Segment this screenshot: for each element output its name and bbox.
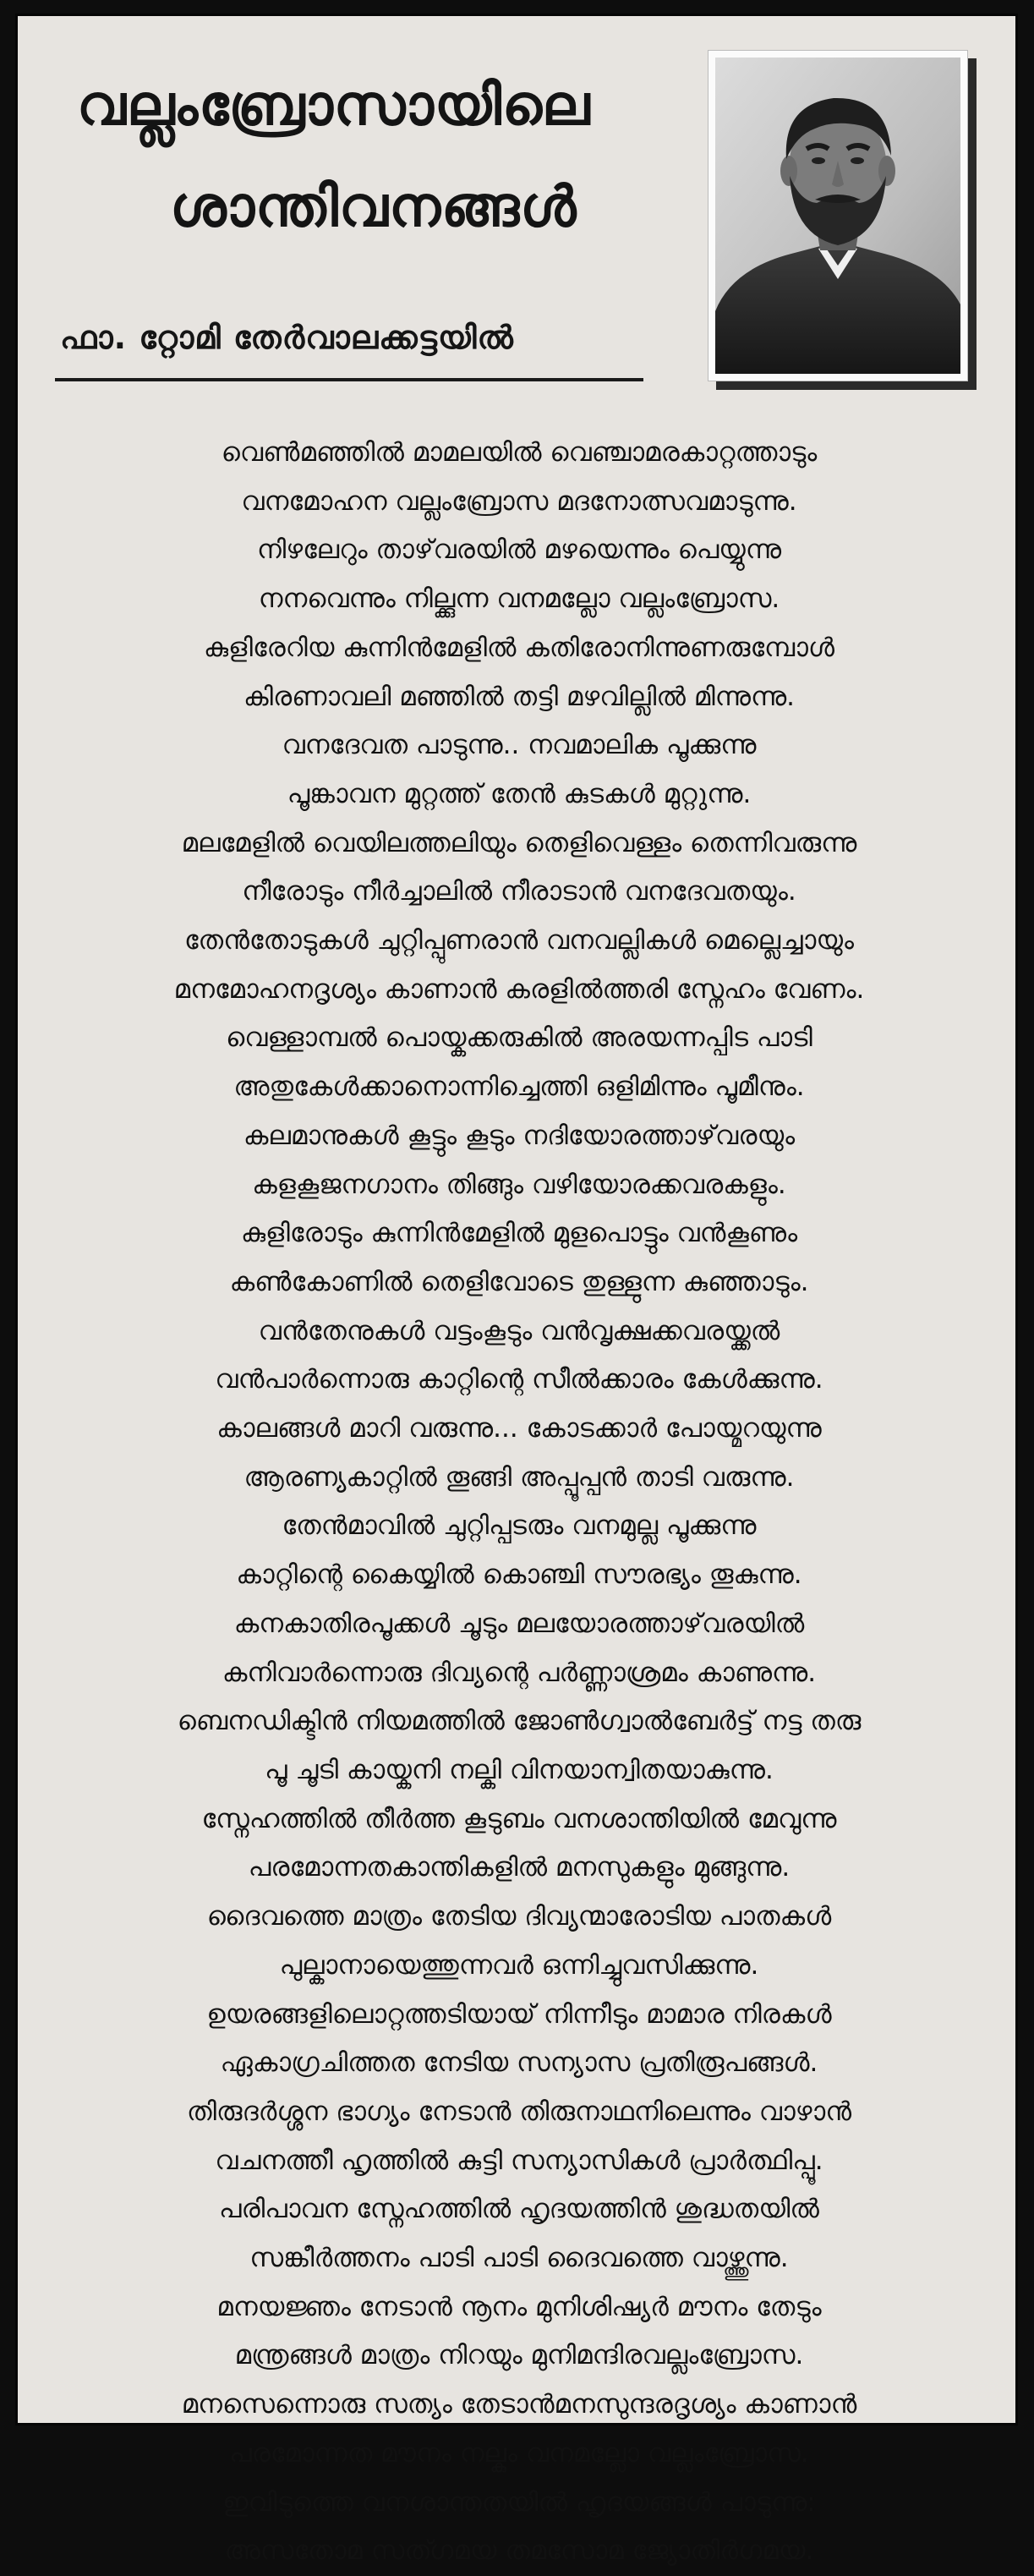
poem-line: പരമോന്നതകാന്തികളിൽ മനസുകളും മുങ്ങുന്നു. [248, 1852, 791, 1883]
poem-line: കുളിരേറിയ കുന്നിൻമേളിൽ കതിരോനിന്നുണരുമ്പോൾ [203, 632, 835, 663]
poem-line: കുളിരോടും കുന്നിൻമേളിൽ മുളപൊട്ടും വൻകൂണും [240, 1218, 798, 1249]
poem-line: കൺകോണിൽ തെളിവോടെ തുള്ളുന്ന കുഞ്ഞാടും. [229, 1266, 809, 1297]
title-line-1: വല്ലംബ്രോസായിലെ [77, 73, 591, 138]
poem-line: ഏകാഗ്രചിത്തത നേടിയ സന്യാസ പ്രതിരൂപങ്ങൾ. [220, 2047, 818, 2079]
poem-line: മലമേളിൽ വെയിലത്തലിയും തെളിവെള്ളം തെന്നിവരുന്നു [181, 827, 857, 858]
poem-line: വനമോഹന വല്ലംബ്രോസ മദനോത്സവമാടുന്നു. [241, 485, 797, 517]
poem-line: കാറ്റിന്റെ കൈയ്യിൽ കൊഞ്ചി സൗരഭ്യം തൂകുന്നു. [236, 1559, 802, 1591]
poem-line: മനമോഹനദൃശ്യം കാണാൻ കരളിൽത്തരി സ്നേഹം വേണം. [173, 973, 865, 1005]
poem-line: കനകാതിരപൂക്കൾ ചൂടും മലയോരത്താഴ്‌വരയിൽ [233, 1608, 805, 1639]
poem-line: നനവെന്നും നില്ക്കുന്ന വനമല്ലോ വല്ലംബ്രോസ. [258, 584, 780, 615]
poem-line: മന്ത്രങ്ങൾ മാത്രം നിറയും മുനിമന്ദിരവല്ലംബ്രോസ. [234, 2340, 804, 2371]
poem-line: സങ്കീർത്തനം പാടി പാടി ദൈവത്തെ വാഴ്ത്തുന്നു. [249, 2243, 789, 2274]
poem-line: അസതോമ സത്ഗമയ തമസോമ ജ്യോതിർഗമയ. [224, 2535, 814, 2567]
byline-divider [55, 378, 643, 381]
poem-line: ഉയരങ്ങളിലൊറ്റത്തടിയായ് നിന്നീടും മാമാര നിരകൾ [206, 1998, 832, 2030]
poem-line: തേൻമാവിൽ ചുറ്റിപ്പടരും വനമുല്ല പൂക്കുന്നു [282, 1510, 757, 1542]
poem-line: ബെനഡിക്ടിൻ നിയമത്തിൽ ജോൺഗ്വാൽബേർട്ട് നട്ട തരു [177, 1706, 862, 1737]
poem-line: വനദേവത പാടുന്നു.. നവമാലിക പൂക്കുന്നു [282, 730, 757, 761]
author-photo [708, 50, 968, 381]
poem-line: സ്നേഹത്തിൽ തീർത്ത കൂടുബം വനശാന്തിയിൽ മേവുന്നു [201, 1803, 837, 1834]
poem-line: മനയജ്ഞം നേടാൻ നൂനം മുനിശിഷ്യർ മൗനം തേടും [216, 2291, 822, 2322]
poem-line: വചനത്തീ ഹൃത്തിൽ കുട്ടി സന്യാസികൾ പ്രാർത്ഥിപ്പൂ. [215, 2145, 823, 2176]
poem-line: കലമാനുകൾ കൂട്ടും കൂടും നദിയോരത്താഴ്‌വരയും [243, 1120, 796, 1151]
poem-line: പരമോന്നത മൗനം നല്കും വനമല്ലോ വല്ലംബ്രോസ. [229, 2437, 809, 2469]
poem-line: കാലങ്ങൾ മാറി വരുന്നു... കോടക്കാർ പോയ്മറയുന്നു [216, 1413, 822, 1444]
poem-line: മനസെന്നൊരു സത്യം തേടാൻമനസുന്ദരദൃശ്യം കാണാൻ [181, 2389, 857, 2420]
author-byline: ഫാ. റ്റോമി തേർവാലക്കട്ടയിൽ [60, 319, 514, 356]
poem-line: കിരണാവലി മഞ്ഞിൽ തട്ടി മഴവില്ലിൽ മിന്നുന്നു. [243, 681, 796, 712]
poem-line: വെള്ളാമ്പൽ പൊയ്കക്കരുകിൽ അരയന്നപ്പിട പാടി [226, 1022, 812, 1054]
poem-body [43, 429, 995, 2576]
poem-line: ഇവിടുത്തെ വനശാന്തതയിൽ ഹൃദയങ്ങൾ പാടുന്നു: [222, 2486, 816, 2518]
poem-line: പരിപാവന സ്നേഹത്തിൽ ഹൃദയത്തിൻ ശുദ്ധതയിൽ [219, 2194, 819, 2225]
poem-line: പൂ ചൂടി കായ്കനി നല്കി വിനയാന്വിതയാകുന്നു. [265, 1754, 774, 1785]
poem-line: വൻതേനുകൾ വട്ടംകൂടും വൻവൃക്ഷക്കവരയ്ക്കൽ [258, 1315, 780, 1346]
poem-line: വൻപാർന്നൊരു കാറ്റിന്റെ സീൽക്കാരം കേൾക്കുന്നു. [215, 1364, 823, 1395]
article-title [77, 55, 686, 258]
poem-line: പൂങ്കാവന മുറ്റത്ത് തേൻ കുടകൾ മുറ്റുന്നു. [287, 778, 752, 809]
poem-line: നിഴലേറും താഴ്‌വരയിൽ മഴയെന്നും പെയ്യുന്നു [256, 534, 782, 566]
poem-line: നീരോടും നീർച്ചാലിൽ നീരാടാൻ വനദേവതയും. [242, 876, 796, 907]
poem-line: കളകൂജനഗാനം തിങ്ങും വഴിയോരക്കവരകളും. [252, 1169, 786, 1200]
poem-line: തേൻതോടുകൾ ചുറ്റിപ്പുണരാൻ വനവല്ലികൾ മെല്ലെച്ചായും [183, 925, 855, 956]
title-line-2: ശാന്തിവനങ്ങൾ [170, 174, 577, 239]
poem-line: ആരണ്യകാറ്റിൽ തൂങ്ങി അപ്പൂപ്പൻ താടി വരുന്നു. [243, 1461, 795, 1493]
author-portrait-image [715, 58, 960, 374]
poem-line: പുല്കാനായെത്തുന്നവർ ഒന്നിച്ചുവസിക്കുന്നു. [279, 1949, 759, 1981]
poem-line: വെൺമഞ്ഞിൽ മാമലയിൽ വെഞ്ചാമരകാറ്റത്താടും [221, 437, 818, 468]
poem-line: ദൈവത്തെ മാത്രം തേടിയ ദിവ്യന്മാരോടിയ പാതകൾ [206, 1901, 832, 1932]
newspaper-clipping [15, 14, 1018, 2567]
poem-line: അതുകേൾക്കാനൊന്നിച്ചെത്തി ഒളിമിന്നും പൂമീനും. [233, 1072, 805, 1103]
poem-line: കനിവാർന്നൊരു ദിവ്യന്റെ പർണ്ണാശ്രമം കാണുന്നു. [222, 1657, 817, 1688]
poem-line: തിരുദർശ്ശന ഭാഗ്യം നേടാൻ തിരുനാഥനിലെന്നും വാഴാൻ [186, 2096, 852, 2127]
